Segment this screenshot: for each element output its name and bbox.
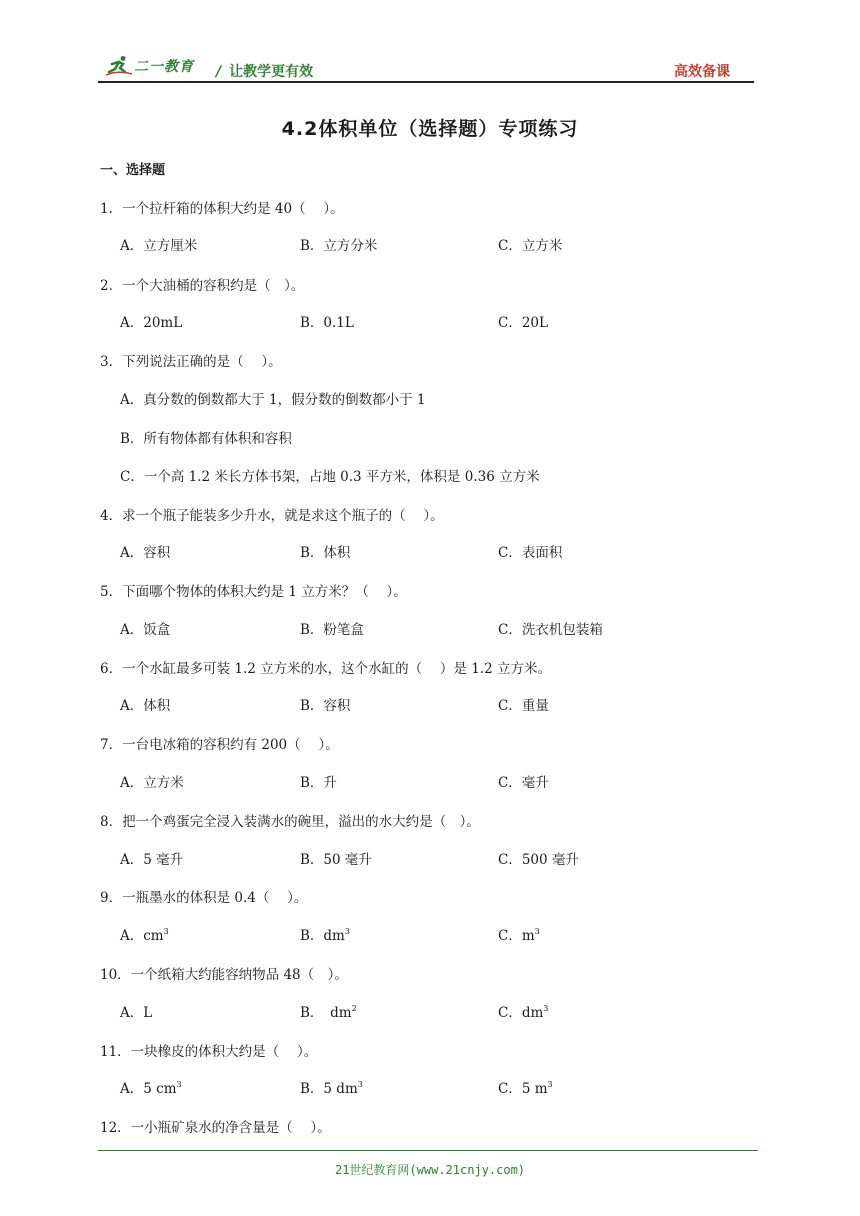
question-6-option-c: C．重量	[498, 698, 549, 714]
question-5-option-b: B．粉笔盒	[300, 622, 364, 638]
unit-exponent: 3	[176, 1080, 182, 1089]
question-3-option-c: C．一个高 1.2 米长方体书架，占地 0.3 平方米，体积是 0.36 立方米	[120, 469, 540, 485]
question-3-option-a: A．真分数的倒数都大于 1，假分数的倒数都小于 1	[120, 392, 426, 408]
question-10-option-c: C．$dm^3$	[498, 1004, 549, 1021]
question-7-option-c: C．毫升	[498, 775, 549, 791]
question-4-stem: 4．求一个瓶子能装多少升水，就是求这个瓶子的（ ）。	[100, 508, 444, 524]
page-title: 4.2体积单位（选择题）专项练习	[281, 118, 579, 140]
question-12-stem: 12．一小瓶矿泉水的净含量是（ ）。	[100, 1120, 331, 1136]
question-6-option-b: B．容积	[300, 698, 351, 714]
unit-exponent: 3	[163, 927, 169, 936]
question-6-option-a: A．体积	[120, 698, 171, 714]
question-9-stem: 9．一瓶墨水的体积是 0.4（ ）。	[100, 890, 308, 906]
question-10-stem: 10．一个纸箱大约能容纳物品 48（ ）。	[100, 967, 348, 983]
question-3-stem: 3．下列说法正确的是（ ）。	[100, 354, 282, 370]
question-7-stem: 7．一台电冰箱的容积约有 200（ ）。	[100, 737, 339, 753]
question-10-option-a: A．L	[120, 1005, 153, 1021]
question-4-option-b: B．体积	[300, 545, 351, 561]
question-2-option-c: C．20L	[498, 315, 548, 331]
question-11-option-a: A．5 $cm^3$	[120, 1080, 182, 1097]
unit-exponent: 3	[547, 1080, 553, 1089]
question-7-option-b: B．升	[300, 775, 337, 791]
question-11-option-c: C．5 $m^3$	[498, 1080, 553, 1097]
question-7-option-a: A．立方米	[120, 775, 184, 791]
question-5-option-c: C．洗衣机包装箱	[498, 622, 603, 638]
unit-exponent: 3	[344, 927, 350, 936]
slogan: / 让教学更有效	[216, 64, 314, 80]
question-5-stem: 5．下面哪个物体的体积大约是 1 立方米？（ ）。	[100, 584, 407, 600]
question-11-option-b: B．5 $dm^3$	[300, 1080, 363, 1097]
footer-divider	[98, 1150, 758, 1151]
logo	[106, 55, 194, 77]
page-header	[98, 54, 754, 82]
question-1-stem: 1．一个拉杆箱的体积大约是 40（ ）。	[100, 201, 344, 217]
unit-exponent: 3	[534, 927, 540, 936]
question-4-option-c: C．表面积	[498, 545, 563, 561]
question-10-option-b: B． $dm^2$	[300, 1004, 357, 1021]
unit-exponent: 3	[357, 1080, 363, 1089]
header-tag: 高效备课	[674, 64, 730, 80]
unit-exponent: 2	[351, 1004, 357, 1013]
unit-exponent: 3	[543, 1004, 549, 1013]
question-1-option-c: C．立方米	[498, 238, 563, 254]
question-8-option-a: A．5 毫升	[120, 852, 184, 868]
question-2-option-b: B．0.1L	[300, 315, 354, 331]
question-9-option-a: A．$cm^3$	[120, 927, 169, 944]
question-1-option-a: A．立方厘米	[120, 238, 198, 254]
question-9-option-b: B．$dm^3$	[300, 927, 350, 944]
footer-text: 21世纪教育网(www.21cnjy.com)	[334, 1163, 526, 1177]
question-8-option-c: C．500 毫升	[498, 852, 579, 868]
question-11-stem: 11．一块橡皮的体积大约是（ ）。	[100, 1044, 318, 1060]
runner-logo-icon	[106, 55, 132, 77]
question-2-stem: 2．一个大油桶的容积约是（ ）。	[100, 278, 305, 294]
question-8-stem: 8．把一个鸡蛋完全浸入装满水的碗里，溢出的水大约是（ ）。	[100, 814, 480, 830]
question-2-option-a: A．20mL	[120, 315, 183, 331]
section-heading: 一、选择题	[100, 163, 166, 178]
header-divider	[98, 81, 754, 83]
question-6-stem: 6．一个水缸最多可装 1.2 立方米的水，这个水缸的（ ）是 1.2 立方米。	[100, 661, 551, 677]
logo-text: 二一教育	[134, 59, 194, 75]
question-3-option-b: B．所有物体都有体积和容积	[120, 431, 292, 447]
question-5-option-a: A．饭盒	[120, 622, 171, 638]
question-1-option-b: B．立方分米	[300, 238, 378, 254]
question-8-option-b: B．50 毫升	[300, 852, 372, 868]
question-9-option-c: C．$m^3$	[498, 927, 540, 944]
question-4-option-a: A．容积	[120, 545, 171, 561]
